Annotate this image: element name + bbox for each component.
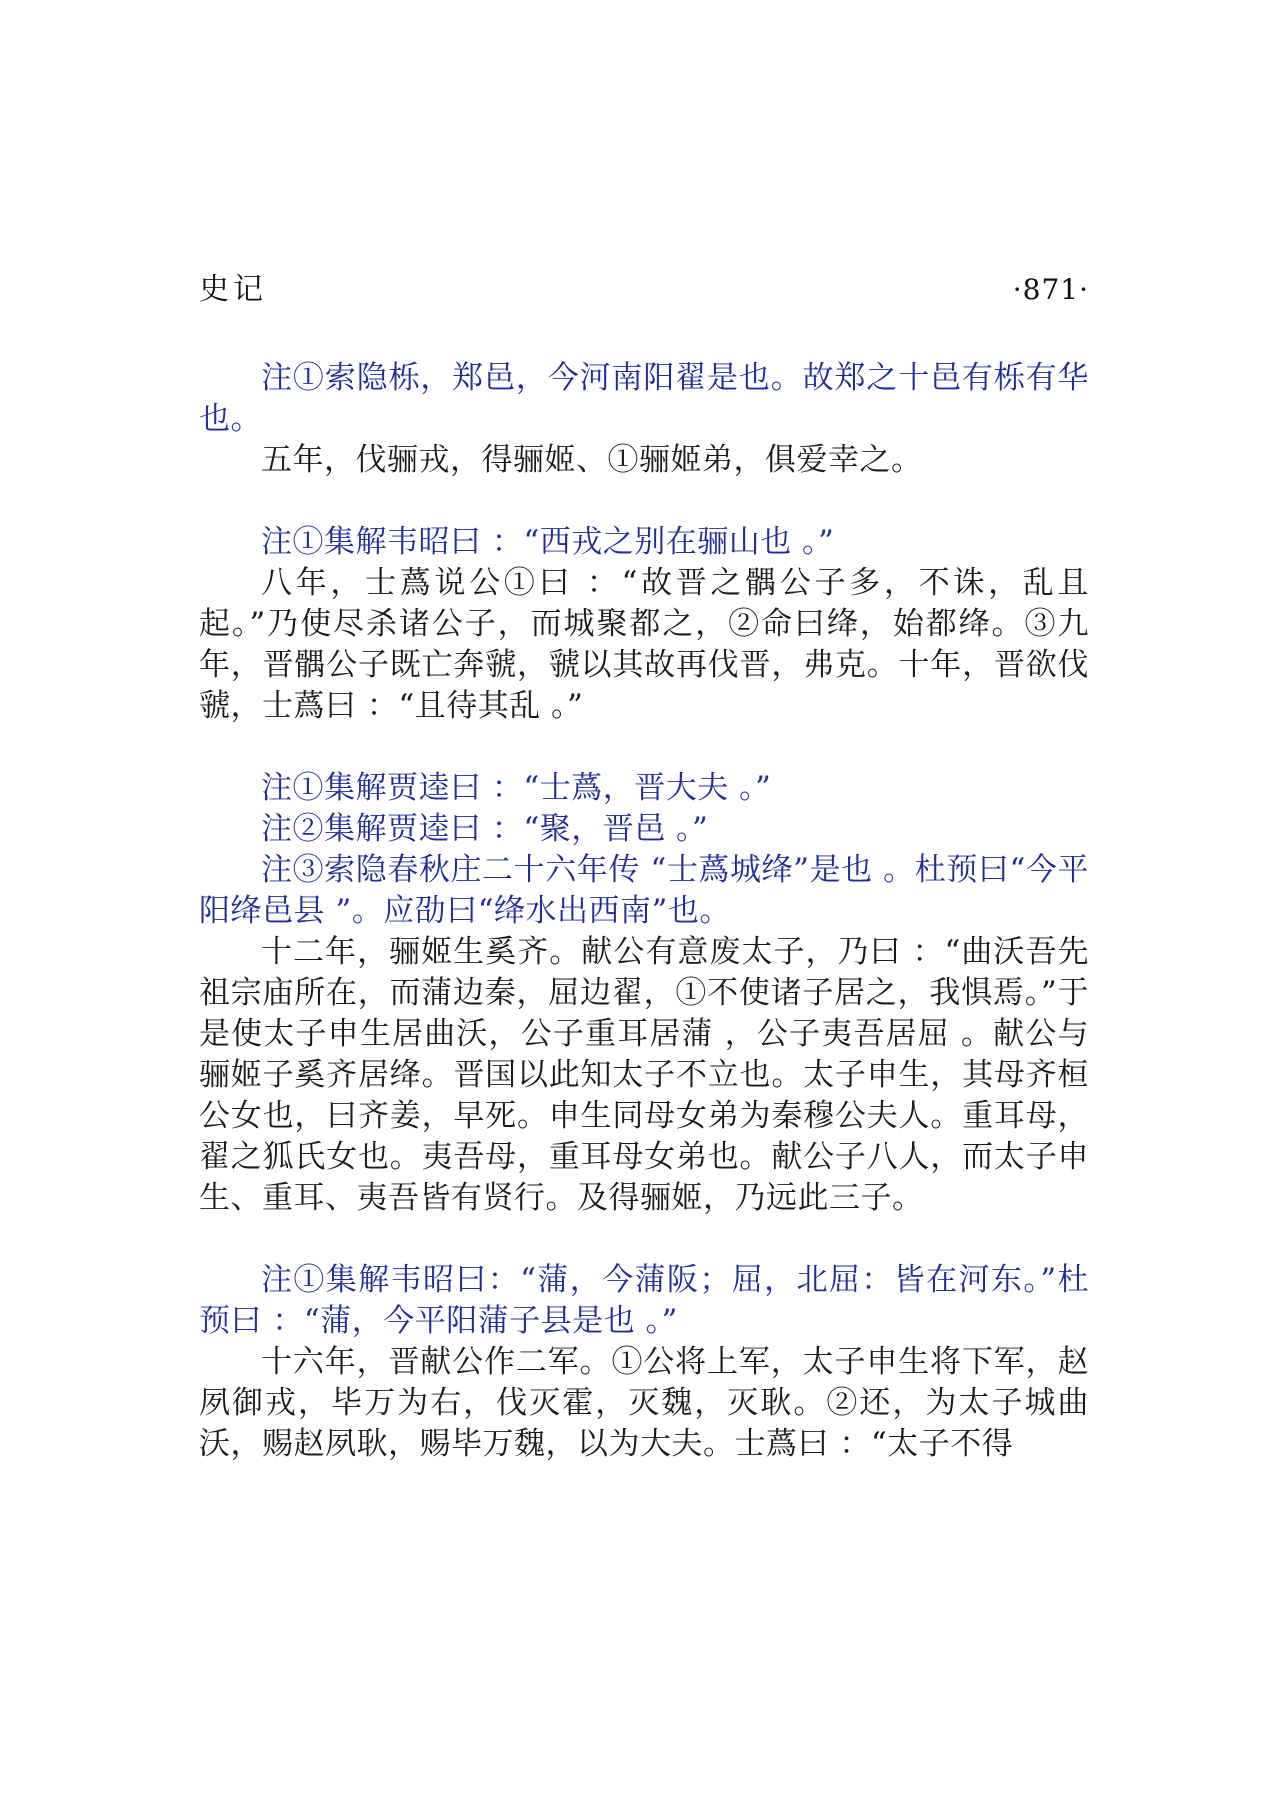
page-body xyxy=(199,358,1089,1465)
main-text-paragraph: 十二年，骊姬生奚齐。献公有意废太子，乃曰 ：“曲沃吾先祖宗庙所在，而蒲边秦，屈边翟，①不使诸子居之，我惧焉。”于是使太子申生居曲沃，公子重耳居蒲 ，公子夷吾居屈 。献公与骊姬子奚齐居绛。晋国以此知太子不立也。太子申生，其母齐桓公女也，曰齐姜，早死。申生同母女弟为秦穆公夫人。重耳母，翟之狐氏女也。夷吾母，重耳母女弟也。献公子八人，而太子申生、重耳、夷吾皆有贤行。及得骊姬，乃远此三子。 xyxy=(199,934,1089,1216)
annotation-paragraph: 注①集解韦昭曰 ：“西戎之别在骊山也 。” xyxy=(261,524,835,560)
book-title: 史记 xyxy=(199,272,267,307)
annotation-paragraph: 注②集解贾逵曰 ：“聚，晋邑 。” xyxy=(261,811,709,847)
annotation-paragraph: 注①集解韦昭曰：“蒲，今蒲阪；屈，北屈：皆在河东。”杜预曰 ：“蒲，今平阳蒲子县是也 。” xyxy=(199,1262,1089,1339)
annotation-paragraph: 注③索隐春秋庄二十六年传 “士蔿城绛”是也 。杜预曰“今平阳绛邑县 ”。应劭曰“绛水出西南”也。 xyxy=(199,852,1089,929)
annotation-paragraph: 注①索隐栎，郑邑，今河南阳翟是也。故郑之十邑有栎有华也。 xyxy=(199,360,1089,437)
annotation-paragraph: 注①集解贾逵曰 ：“士蔿，晋大夫 。” xyxy=(261,770,772,806)
running-header xyxy=(199,270,1089,310)
page-number: ·871· xyxy=(1012,273,1089,306)
document-page xyxy=(199,270,1089,1465)
main-text-paragraph: 八年，士蔿说公①曰 ：“故晋之髃公子多，不诛，乱且起。”乃使尽杀诸公子，而城聚都之，②命曰绛，始都绛。③九年，晋髃公子既亡奔虢，虢以其故再伐晋，弗克。十年，晋欲伐虢，士蔿曰 ：“且待其乱 。” xyxy=(199,565,1089,724)
main-text-paragraph: 五年，伐骊戎，得骊姬、①骊姬弟，俱爱幸之。 xyxy=(261,442,923,478)
main-text-paragraph: 十六年，晋献公作二军。①公将上军，太子申生将下军，赵夙御戎，毕万为右，伐灭霍，灭魏，灭耿。②还，为太子城曲沃，赐赵夙耿，赐毕万魏，以为大夫。士蔿曰 ：“太子不得 xyxy=(199,1344,1089,1462)
